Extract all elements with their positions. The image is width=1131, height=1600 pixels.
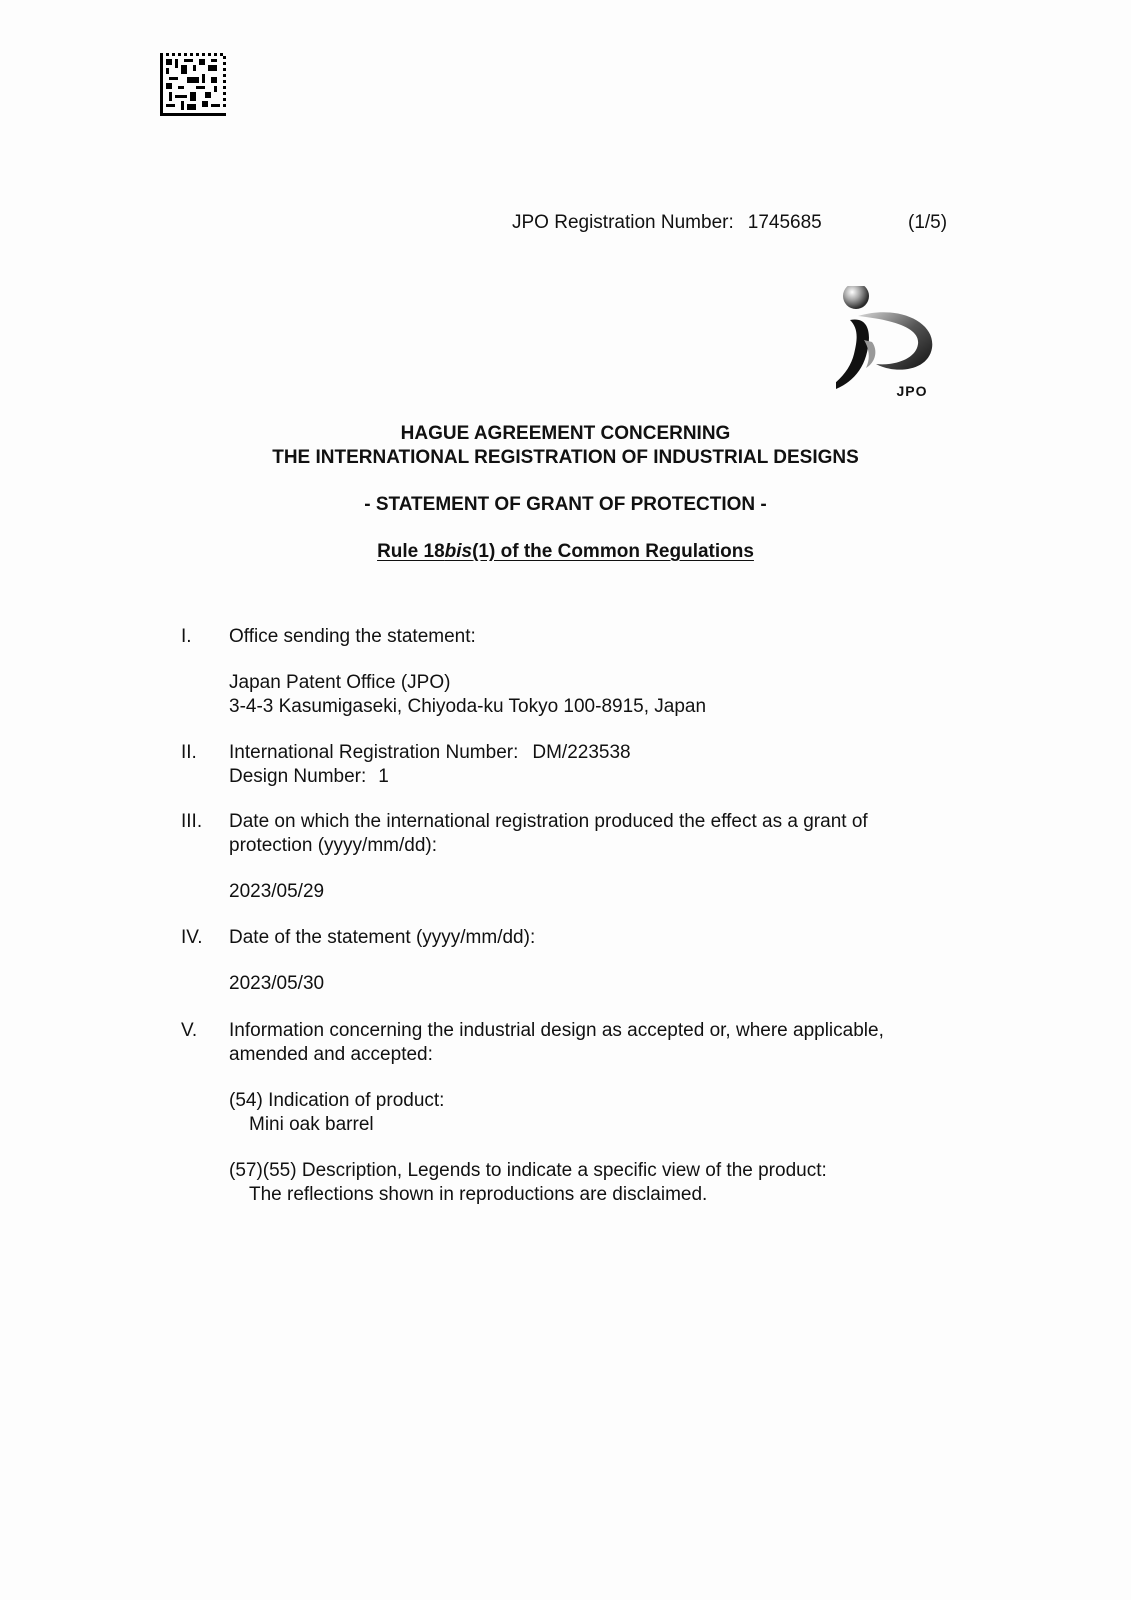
section-number: IV.: [181, 927, 203, 948]
section-number: V.: [181, 1020, 198, 1041]
design-label: Design Number:: [229, 766, 367, 787]
registration-label: JPO Registration Number:: [512, 212, 734, 233]
statement-title: - STATEMENT OF GRANT OF PROTECTION -: [364, 494, 767, 515]
section-number: III.: [181, 811, 203, 832]
office-name: Japan Patent Office (JPO): [229, 672, 451, 693]
title-line-2: THE INTERNATIONAL REGISTRATION OF INDUSTRIAL DESIGNS: [272, 447, 859, 468]
section-heading: Office sending the statement:: [229, 626, 476, 647]
section-heading-line-1: Information concerning the industrial design as accepted or, where applicable,: [229, 1020, 884, 1041]
product-value: Mini oak barrel: [249, 1114, 374, 1135]
section-number: I.: [181, 626, 192, 647]
section-heading-line-1: Date on which the international registration produced the effect as a grant of: [229, 811, 868, 832]
rule-italic: bis: [444, 541, 473, 562]
description-value: The reflections shown in reproductions are disclaimed.: [249, 1184, 708, 1205]
datamatrix-barcode-icon: [160, 53, 226, 116]
page-count: (1/5): [908, 212, 948, 233]
design-value: 1: [378, 766, 389, 787]
section-heading-line-2: amended and accepted:: [229, 1044, 433, 1065]
jpo-logo-icon: [836, 286, 956, 406]
logo-text: JPO: [896, 383, 928, 399]
statement-date: 2023/05/30: [229, 973, 325, 994]
grant-date: 2023/05/29: [229, 881, 325, 902]
section-heading: Date of the statement (yyyy/mm/dd):: [229, 927, 536, 948]
section-number: II.: [181, 742, 197, 763]
section-heading-line-2: protection (yyyy/mm/dd):: [229, 835, 437, 856]
description-label: (57)(55) Description, Legends to indicate a specific view of the product:: [229, 1160, 827, 1181]
rule-suffix: (1) of the Common Regulations: [472, 541, 754, 562]
title-line-1: HAGUE AGREEMENT CONCERNING: [400, 423, 731, 444]
intl-reg-label: International Registration Number:: [229, 742, 519, 763]
product-label: (54) Indication of product:: [229, 1090, 445, 1111]
registration-header: [512, 212, 822, 234]
intl-reg-value: DM/223538: [532, 742, 631, 763]
registration-number: 1745685: [747, 212, 822, 233]
rule-title: [0, 541, 1131, 563]
office-address: 3-4-3 Kasumigaseki, Chiyoda-ku Tokyo 100-8915, Japan: [229, 696, 707, 717]
document-title: [0, 422, 1131, 470]
rule-prefix: Rule 18: [377, 541, 445, 562]
